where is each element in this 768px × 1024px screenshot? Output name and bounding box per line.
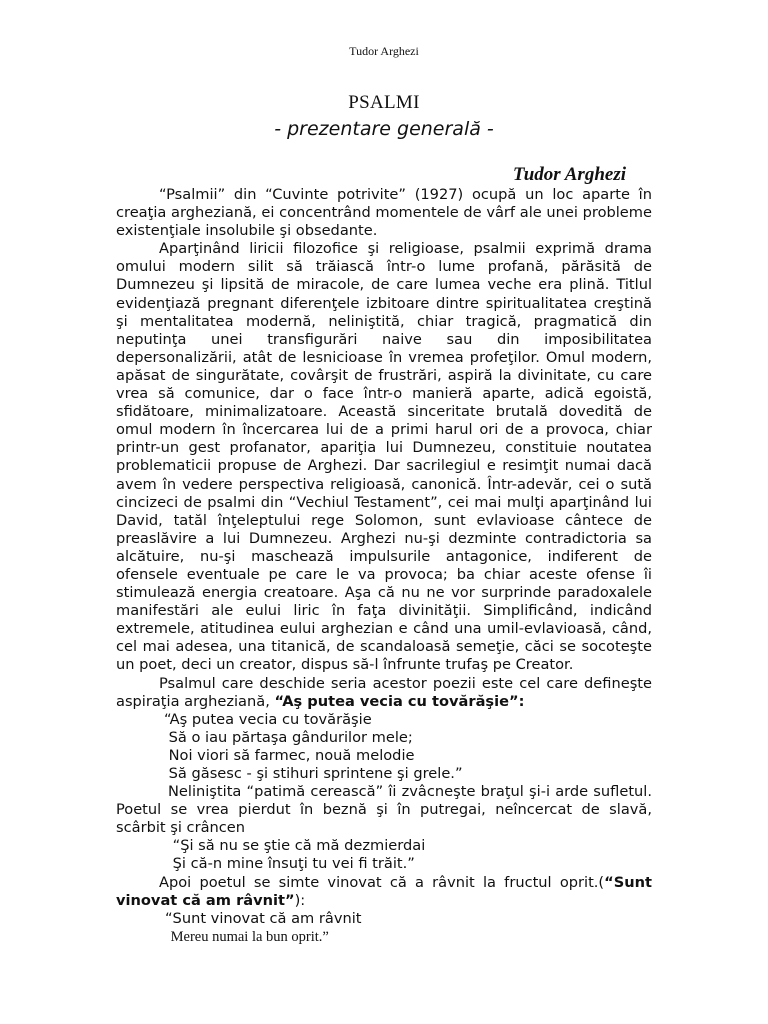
psalm-guilty-bold: “Sunt vinovat că am râvnit” [116,873,652,909]
paragraph-guilty-text: Apoi poetul se simte vinovat că a râvnit la fructul oprit.( [159,873,605,891]
running-header: Tudor Arghezi [349,44,419,58]
paragraph-intro: “Psalmii” din “Cuvinte potrivite” (1927) ocupă un loc aparte în creaţia argheziană, ei concentrând momentele de vârf ale unei probleme existenţiale insolubile şi obsedante. [116,186,652,240]
verse-line: “Aş putea vecia cu tovărăşie [164,710,372,728]
verse-line: “Şi să nu se ştie că mă dezmierdai [168,837,426,855]
verse-line: Să găsesc - şi stihuri sprintene şi grele.” [164,765,463,782]
paragraph-first-psalm-text: Psalmul care deschide seria acestor poezii este cel care defineşte aspiraţia argheziană, [116,674,652,710]
paragraph-drama: Aparţinând liricii filozofice şi religioase, psalmii exprimă drama omului modern silit să trăiască într-o lume profană, părăsită de Dumnezeu şi lipsită de miracole, de care lumea veche era plină. Titlul evidenţiază pregnant diferenţele izbitoare dintre spiritualitatea creştină şi mentalitatea modernă, neliniştită, chiar tragică, pragmatică din neputinţa unei transfigurări naive sau din imposibilitatea depersonalizării, atât de lesnicioase în vremea profeţilor. Omul modern, apăsat de singurătate, covârşit de frustrări, aspiră la divinitate, cu care vrea să comunice, dar o face într-o manieră aparte, adică egoistă, sfidătoare, minimalizatoare. Această sinceritate brutală dovedită de omul modern în încercarea lui de a primi harul ori de a provoca, chiar printr-un gest profanator, apariţia lui Dumnezeu, constituie noutatea problematicii propuse de Arghezi. Dar sacrilegiul e resimţit numai dacă avem în vedere perspectiva religioasă, canonică. Într-adevăr, cei o sută cincizeci de psalmi din “Vechiul Testament”, cei mai mulţi aparţinând lui David, tatăl înţeleptului rege Solomon, sunt evlavioase cântece de preaslăvire a lui Dumnezeu. Arghezi nu-şi dezminte contradictoria sa alcătuire, nu-şi maschează impulsurile antagonice, indiferent de ofensele eventuale pe care le va provoca; ba chiar aceste ofense îi stimulează energia creatoare. Aşa că nu ne vor surprinde paradoxalele manifestări ale eului liric în faţa divinităţii. Simplificând, indicând extremele, atitudinea eului arghezian e când una umil-evlavioasă, când, cel mai adesea, una titanică, de scandaloasă semeţie, căci se socoteşte un poet, deci un creator, dispus să-l înfrunte trufaş pe Creator. [116,240,652,674]
paragraph-guilty-end: ): [294,891,306,909]
paragraph-first-psalm [116,675,652,711]
psalm-title-bold: “Aş putea vecia cu tovărăşie”: [274,692,525,710]
author-name: Tudor Arghezi [512,164,626,185]
document-subtitle: - prezentare generală - [274,118,494,140]
verse-line: Să o iau părtaşa gândurilor mele; [164,728,413,746]
verse-line: “Sunt vinovat că am râvnit [165,909,362,927]
document-title: PSALMI [348,92,420,113]
paragraph-guilty [116,874,652,910]
verse-line: Şi că-n mine însuţi tu vei fi trăit.” [168,855,415,873]
paragraph-restless: Neliniştita “patimă cerească” îi zvâcneşte braţul şi-i arde sufletul. Poetul se vrea pierdut în beznă şi în putregai, neîncercat de slavă, scârbit şi crâncen [116,783,652,837]
verse-line: Mereu numai la bun oprit.” [167,928,329,945]
verse-line: Noi viori să farmec, nouă melodie [164,746,415,764]
article-body [116,186,652,946]
